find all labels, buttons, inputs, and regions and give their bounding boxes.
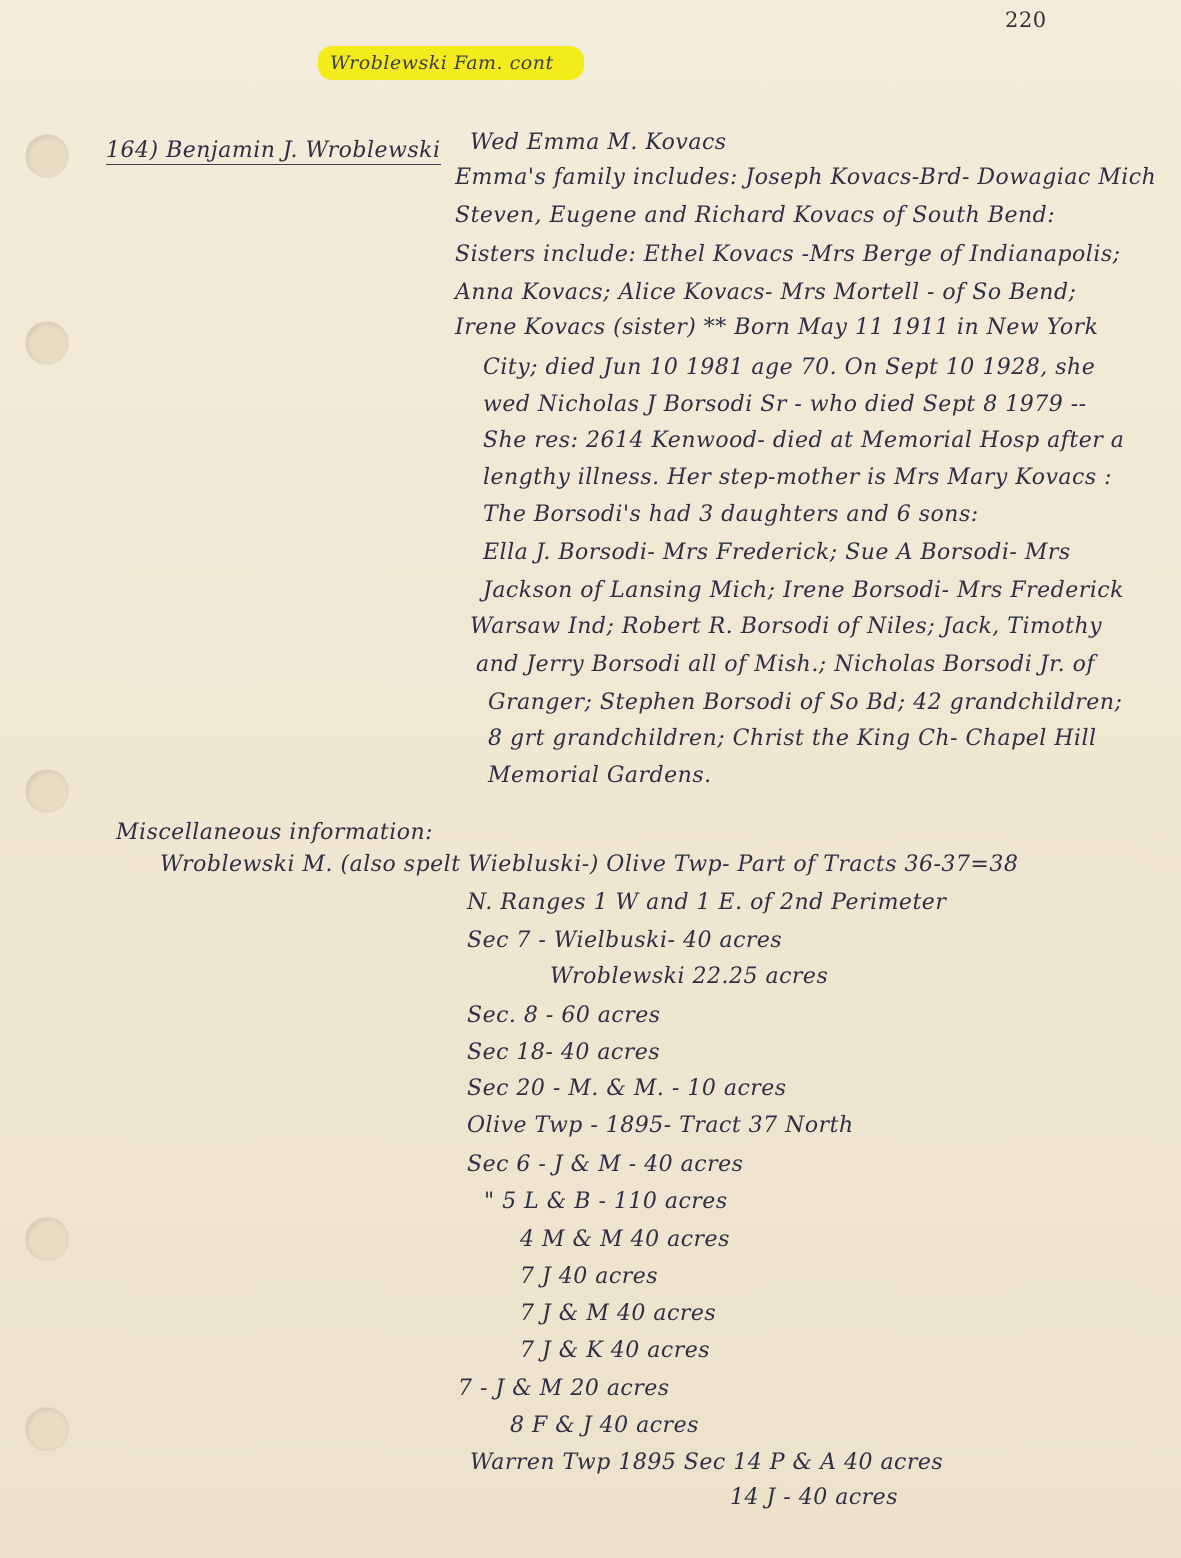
entry-line: lengthy illness. Her step-mother is Mrs Mary Kovacs : [483,465,1113,490]
page-heading [318,50,584,75]
entry-line: The Borsodi's had 3 daughters and 6 sons: [483,502,979,527]
misc-line: 7 J & K 40 acres [520,1338,711,1363]
misc-line: Sec. 8 - 60 acres [467,1003,661,1028]
misc-line: N. Ranges 1 W and 1 E. of 2nd Perimeter [467,890,947,915]
misc-line: Sec 18- 40 acres [467,1040,661,1065]
entry-line: wed Nicholas J Borsodi Sr - who died Sept 8 1979 -- [483,392,1087,417]
misc-line: 8 F & J 40 acres [510,1413,699,1438]
misc-line: Sec 7 - Wielbuski- 40 acres [467,928,783,953]
misc-line: Sec 6 - J & M - 40 acres [467,1152,744,1177]
entry-line: Steven, Eugene and Richard Kovacs of South Bend: [455,203,1056,228]
misc-line: Warren Twp 1895 Sec 14 P & A 40 acres [470,1450,944,1475]
binder-hole [26,1408,68,1450]
entry-name: 164) Benjamin J. Wroblewski [106,138,441,163]
misc-first-line: Wroblewski M. (also spelt Wiebluski-) Olive Twp- Part of Tracts 36-37=38 [160,852,1019,877]
entry-line: Jackson of Lansing Mich; Irene Borsodi- Mrs Frederick [483,578,1124,603]
misc-line: " 5 L & B - 110 acres [484,1189,728,1214]
entry-line: She res: 2614 Kenwood- died at Memorial Hosp after a [483,428,1125,453]
misc-heading: Miscellaneous information: [116,820,434,845]
misc-line: Wroblewski 22.25 acres [550,964,829,989]
binder-hole [26,135,68,177]
misc-line: Olive Twp - 1895- Tract 37 North [467,1113,854,1138]
entry-line: Sisters include: Ethel Kovacs -Mrs Berge of Indianapolis; [455,242,1121,267]
binder-hole [26,322,68,364]
misc-line: Sec 20 - M. & M. - 10 acres [467,1076,787,1101]
entry-line: Memorial Gardens. [488,763,712,788]
entry-line: Emma's family includes: Joseph Kovacs-Brd- Dowagiac Mich [455,165,1157,190]
entry-line: Ella J. Borsodi- Mrs Frederick; Sue A Borsodi- Mrs [483,540,1071,565]
entry-line: Granger; Stephen Borsodi of So Bd; 42 grandchildren; [488,690,1123,715]
entry-line: Wed Emma M. Kovacs [470,130,727,155]
entry-line: Warsaw Ind; Robert R. Borsodi of Niles; Jack, Timothy [470,614,1103,639]
entry-line: and Jerry Borsodi all of Mish.; Nicholas Borsodi Jr. of [476,652,1096,677]
entry-line: Anna Kovacs; Alice Kovacs- Mrs Mortell - of So Bend; [455,280,1077,305]
entry-line: 8 grt grandchildren; Christ the King Ch- Chapel Hill [488,726,1097,751]
binder-hole [26,1218,68,1260]
entry-line: City; died Jun 10 1981 age 70. On Sept 10 1928, she [483,355,1096,380]
heading-highlight: Wroblewski Fam. cont [318,46,584,80]
binder-hole [26,770,68,812]
entry-line: Irene Kovacs (sister) ** Born May 11 1911 in New York [455,315,1099,340]
misc-line: 7 - J & M 20 acres [458,1376,670,1401]
misc-line: 7 J & M 40 acres [520,1301,717,1326]
misc-line: 4 M & M 40 acres [520,1227,730,1252]
misc-line: 7 J 40 acres [520,1264,659,1289]
misc-line: 14 J - 40 acres [730,1485,898,1510]
page-number: 220 [1005,8,1047,32]
